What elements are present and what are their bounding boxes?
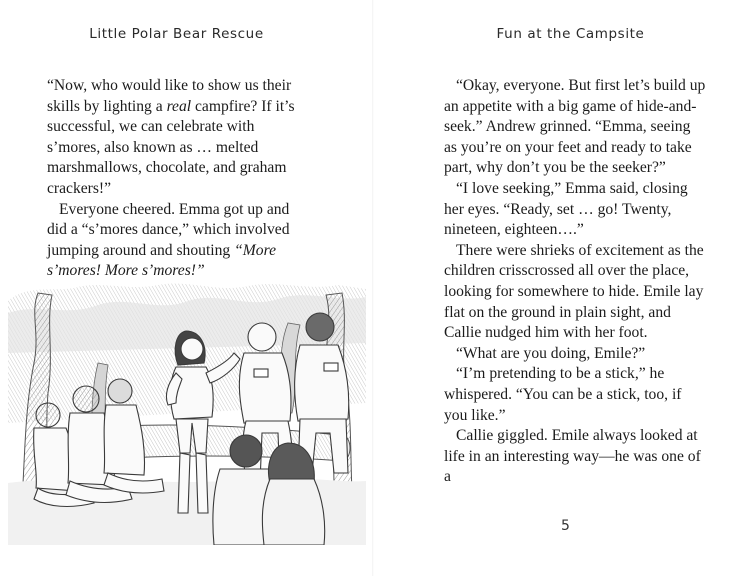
campsite-illustration xyxy=(8,283,366,545)
paragraph: “I love seeking,” Emma said, closing her eyes. “Ready, set … go! Twenty, nineteen, eighteen….” xyxy=(444,179,688,239)
running-head-left: Little Polar Bear Rescue xyxy=(89,26,264,42)
page-number: 5 xyxy=(561,518,570,534)
paragraph: Callie giggled. Emile always looked at life in an interesting way—he was one of a xyxy=(444,427,701,486)
paragraph: “Now, who would like to show us their skills by lighting a real campfire? If it’s successful, we can celebrate with s’mores, also known as … melted marshmallows, chocolate, and graham crackers!” xyxy=(47,77,295,197)
paragraph: “What are you doing, Emile?” xyxy=(456,344,646,362)
paragraph: “I’m pretending to be a stick,” he whispered. “You can be a stick, too, if you like.” xyxy=(444,365,682,424)
emphasis: real xyxy=(166,97,192,115)
left-page-text xyxy=(47,76,309,282)
left-page xyxy=(0,0,373,576)
paragraph: Everyone cheered. Emma got up and did a “s’mores dance,” which involved jumping around and shouting “More s’mores! More s’mores!” xyxy=(47,200,290,280)
right-page xyxy=(374,0,747,576)
paragraph: “Okay, everyone. But first let’s build up an appetite with a big game of hide-and-seek.” Andrew grinned. “Emma, seeing as you’re on your feet and ready to take part, why don’t you be the seeker?” xyxy=(444,77,706,177)
right-page-text xyxy=(444,76,706,488)
running-head-right: Fun at the Campsite xyxy=(496,26,645,42)
emphasis: “More s’mores! More s’mores!” xyxy=(47,241,276,280)
paragraph: There were shrieks of excitement as the children crisscrossed all over the place, looking for somewhere to hide. Emile lay flat on the ground in plain sight, and Callie nudged him with her foot. xyxy=(444,241,704,342)
